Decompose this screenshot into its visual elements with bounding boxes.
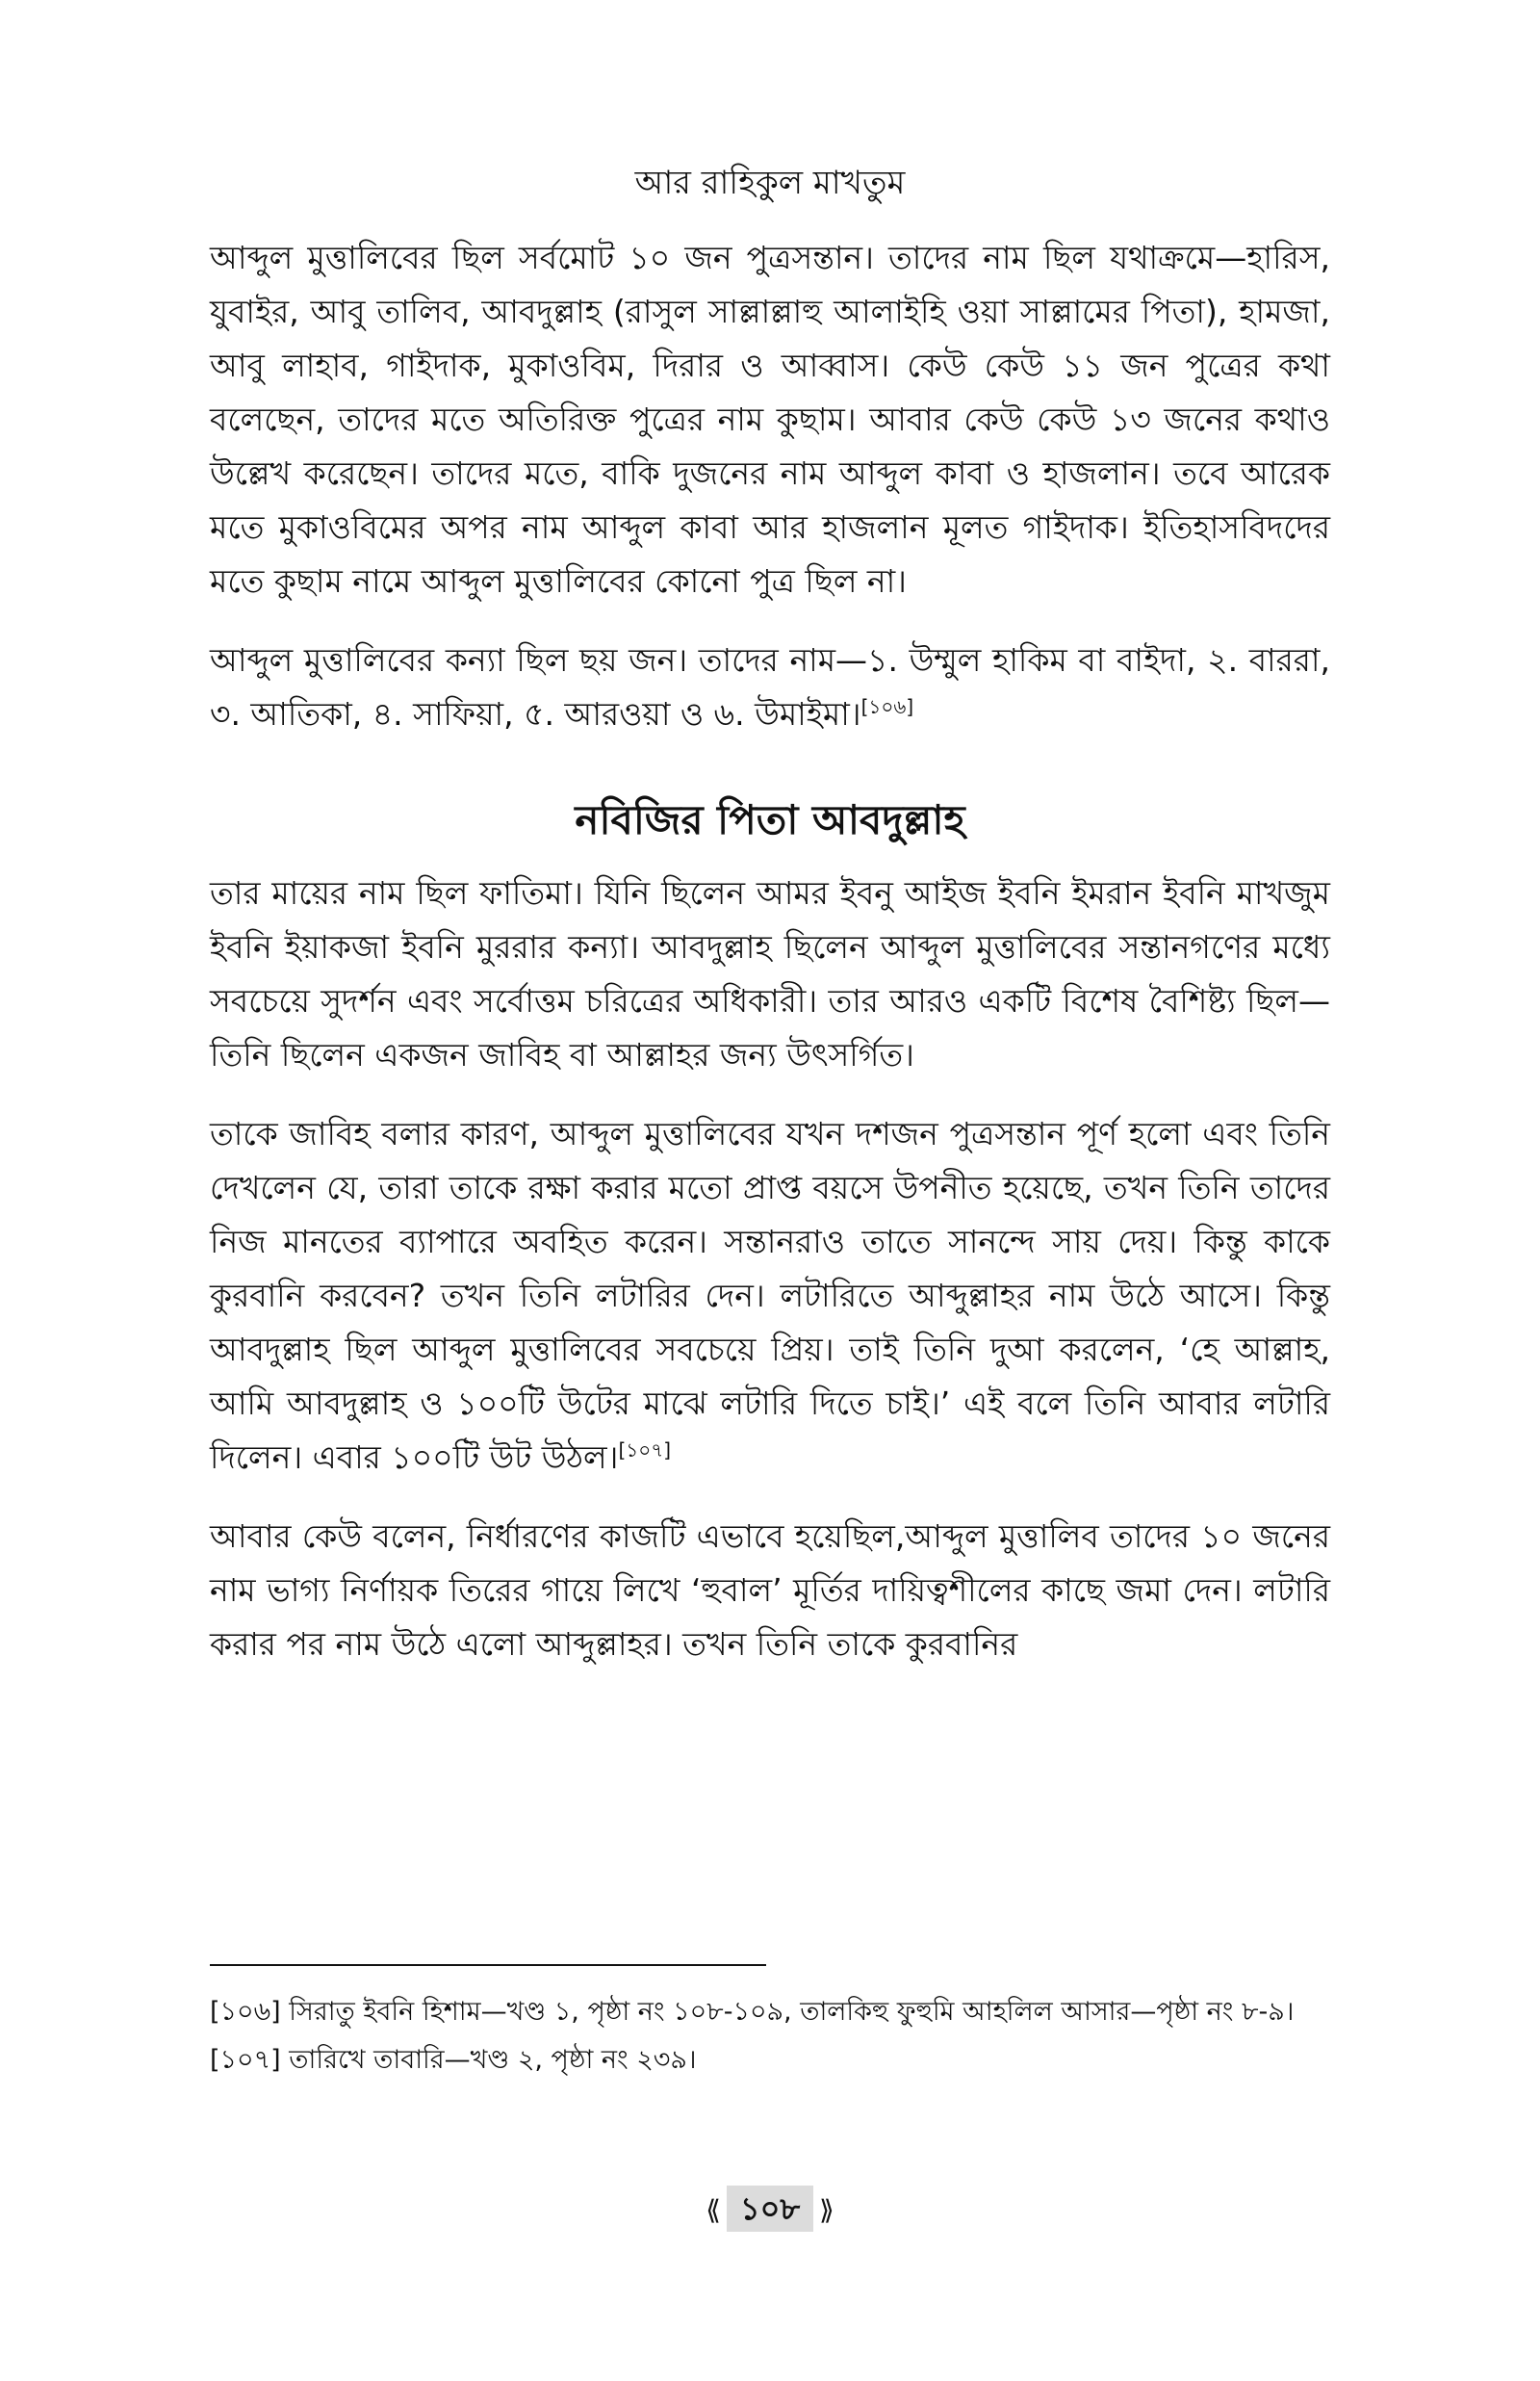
paragraph-daughters: আব্দুল মুত্তালিবের কন্যা ছিল ছয় জন। তাদের নাম—১. উম্মুল হাকিম বা বাইদা, ২. বাররা, ৩. আতিকা, ৪. সাফিয়া, ৫. আরওয়া ও ৬. উমাইমা।[১০৬] <box>210 641 1330 733</box>
footnote-divider <box>210 1964 766 1966</box>
running-title: আর রাহিকুল মাখতুম <box>634 164 906 202</box>
paragraph-zabih: তাকে জাবিহ বলার কারণ, আব্দুল মুত্তালিবের যখন দশজন পুত্রসন্তান পূর্ণ হলো এবং তিনি দেখলেন যে, তারা তাকে রক্ষা করার মতো প্রাপ্ত বয়সে উপনীত হয়েছে, তখন তিনি তাদের নিজ মানতের ব্যাপারে অবহিত করেন। সন্তানরাও তাতে সানন্দে সায় দেয়। কিন্তু কাকে কুরবানি করবেন? তখন তিনি লটারির দেন। লটারিতে আব্দুল্লাহর নাম উঠে আসে। কিন্তু আবদুল্লাহ ছিল আব্দুল মুত্তালিবের সবচেয়ে প্রিয়। তাই তিনি দুআ করলেন, ‘হে আল্লাহ, আমি আবদুল্লাহ ও ১০০টি উটের মাঝে লটারি দিতে চাই।’ এই বলে তিনি আবার লটারি দিলেন। এবার ১০০টি উট উঠল।[১০৭] <box>210 1115 1330 1476</box>
main-text <box>210 231 1330 1696</box>
section-heading: নবিজির পিতা আবদুল্লাহ <box>575 796 965 843</box>
paragraph-sons: আব্দুল মুত্তালিবের ছিল সর্বমোট ১০ জন পুত্রসন্তান। তাদের নাম ছিল যথাক্রমে—হারিস, যুবাইর, আবু তালিব, আবদুল্লাহ (রাসুল সাল্লাল্লাহু আলাইহি ওয়া সাল্লামের পিতা), হামজা, আবু লাহাব, গাইদাক, মুকাওবিম, দিরার ও আব্বাস। কেউ কেউ ১১ জন পুত্রের কথা বলেছেন, তাদের মতে অতিরিক্ত পুত্রের নাম কুছাম। আবার কেউ কেউ ১৩ জনের কথাও উল্লেখ করেছেন। তাদের মতে, বাকি দুজনের নাম আব্দুল কাবা ও হাজলান। তবে আরেক মতে মুকাওবিমের অপর নাম আব্দুল কাবা আর হাজলান মূলত গাইদাক। ইতিহাসবিদদের মতে কুছাম নামে আব্দুল মুত্তালিবের কোনো পুত্র ছিল না। <box>210 239 1330 600</box>
page-number-value: ১০৮ <box>727 2186 813 2232</box>
folio-left-ornament-icon: ⟪ <box>706 2194 721 2226</box>
paragraph-mother: তার মায়ের নাম ছিল ফাতিমা। যিনি ছিলেন আমর ইবনু আইজ ইবনি ইমরান ইবনি মাখজুম ইবনি ইয়াকজা ইবনি মুররার কন্যা। আবদুল্লাহ ছিলেন আব্দুল মুত্তালিবের সন্তানগণের মধ্যে সবচেয়ে সুদর্শন এবং সর্বোত্তম চরিত্রের অধিকারী। তার আরও একটি বিশেষ বৈশিষ্ট্য ছিল—তিনি ছিলেন একজন জাবিহ বা আল্লাহর জন্য উৎসর্গিত। <box>210 874 1330 1074</box>
folio-right-ornament-icon: ⟫ <box>819 2194 834 2226</box>
footnotes <box>210 1991 1330 2087</box>
footnote-ref-106[interactable]: [১০৬] <box>860 695 914 718</box>
page-number <box>0 2186 1540 2234</box>
footnote-107: [১০৭] তারিখে তাবারি—খণ্ড ২, পৃষ্ঠা নং ২৩৯। <box>210 2045 697 2075</box>
paragraph-lottery: আবার কেউ বলেন, নির্ধারণের কাজটি এভাবে হয়েছিল,আব্দুল মুত্তালিব তাদের ১০ জনের নাম ভাগ্য নির্ণায়ক তিরের গায়ে লিখে ‘হুবাল’ মূর্তির দায়িত্বশীলের কাছে জমা দেন। লটারি করার পর নাম উঠে এলো আব্দুল্লাহর। তখন তিনি তাকে কুরবানির <box>210 1517 1330 1663</box>
footnote-ref-107[interactable]: [১০৭] <box>618 1438 672 1462</box>
footnote-106: [১০৬] সিরাতু ইবনি হিশাম—খণ্ড ১, পৃষ্ঠা নং ১০৮-১০৯, তালকিহু ফুহুমি আহলিল আসার—পৃষ্ঠা নং ৮-৯। <box>210 1997 1295 2027</box>
